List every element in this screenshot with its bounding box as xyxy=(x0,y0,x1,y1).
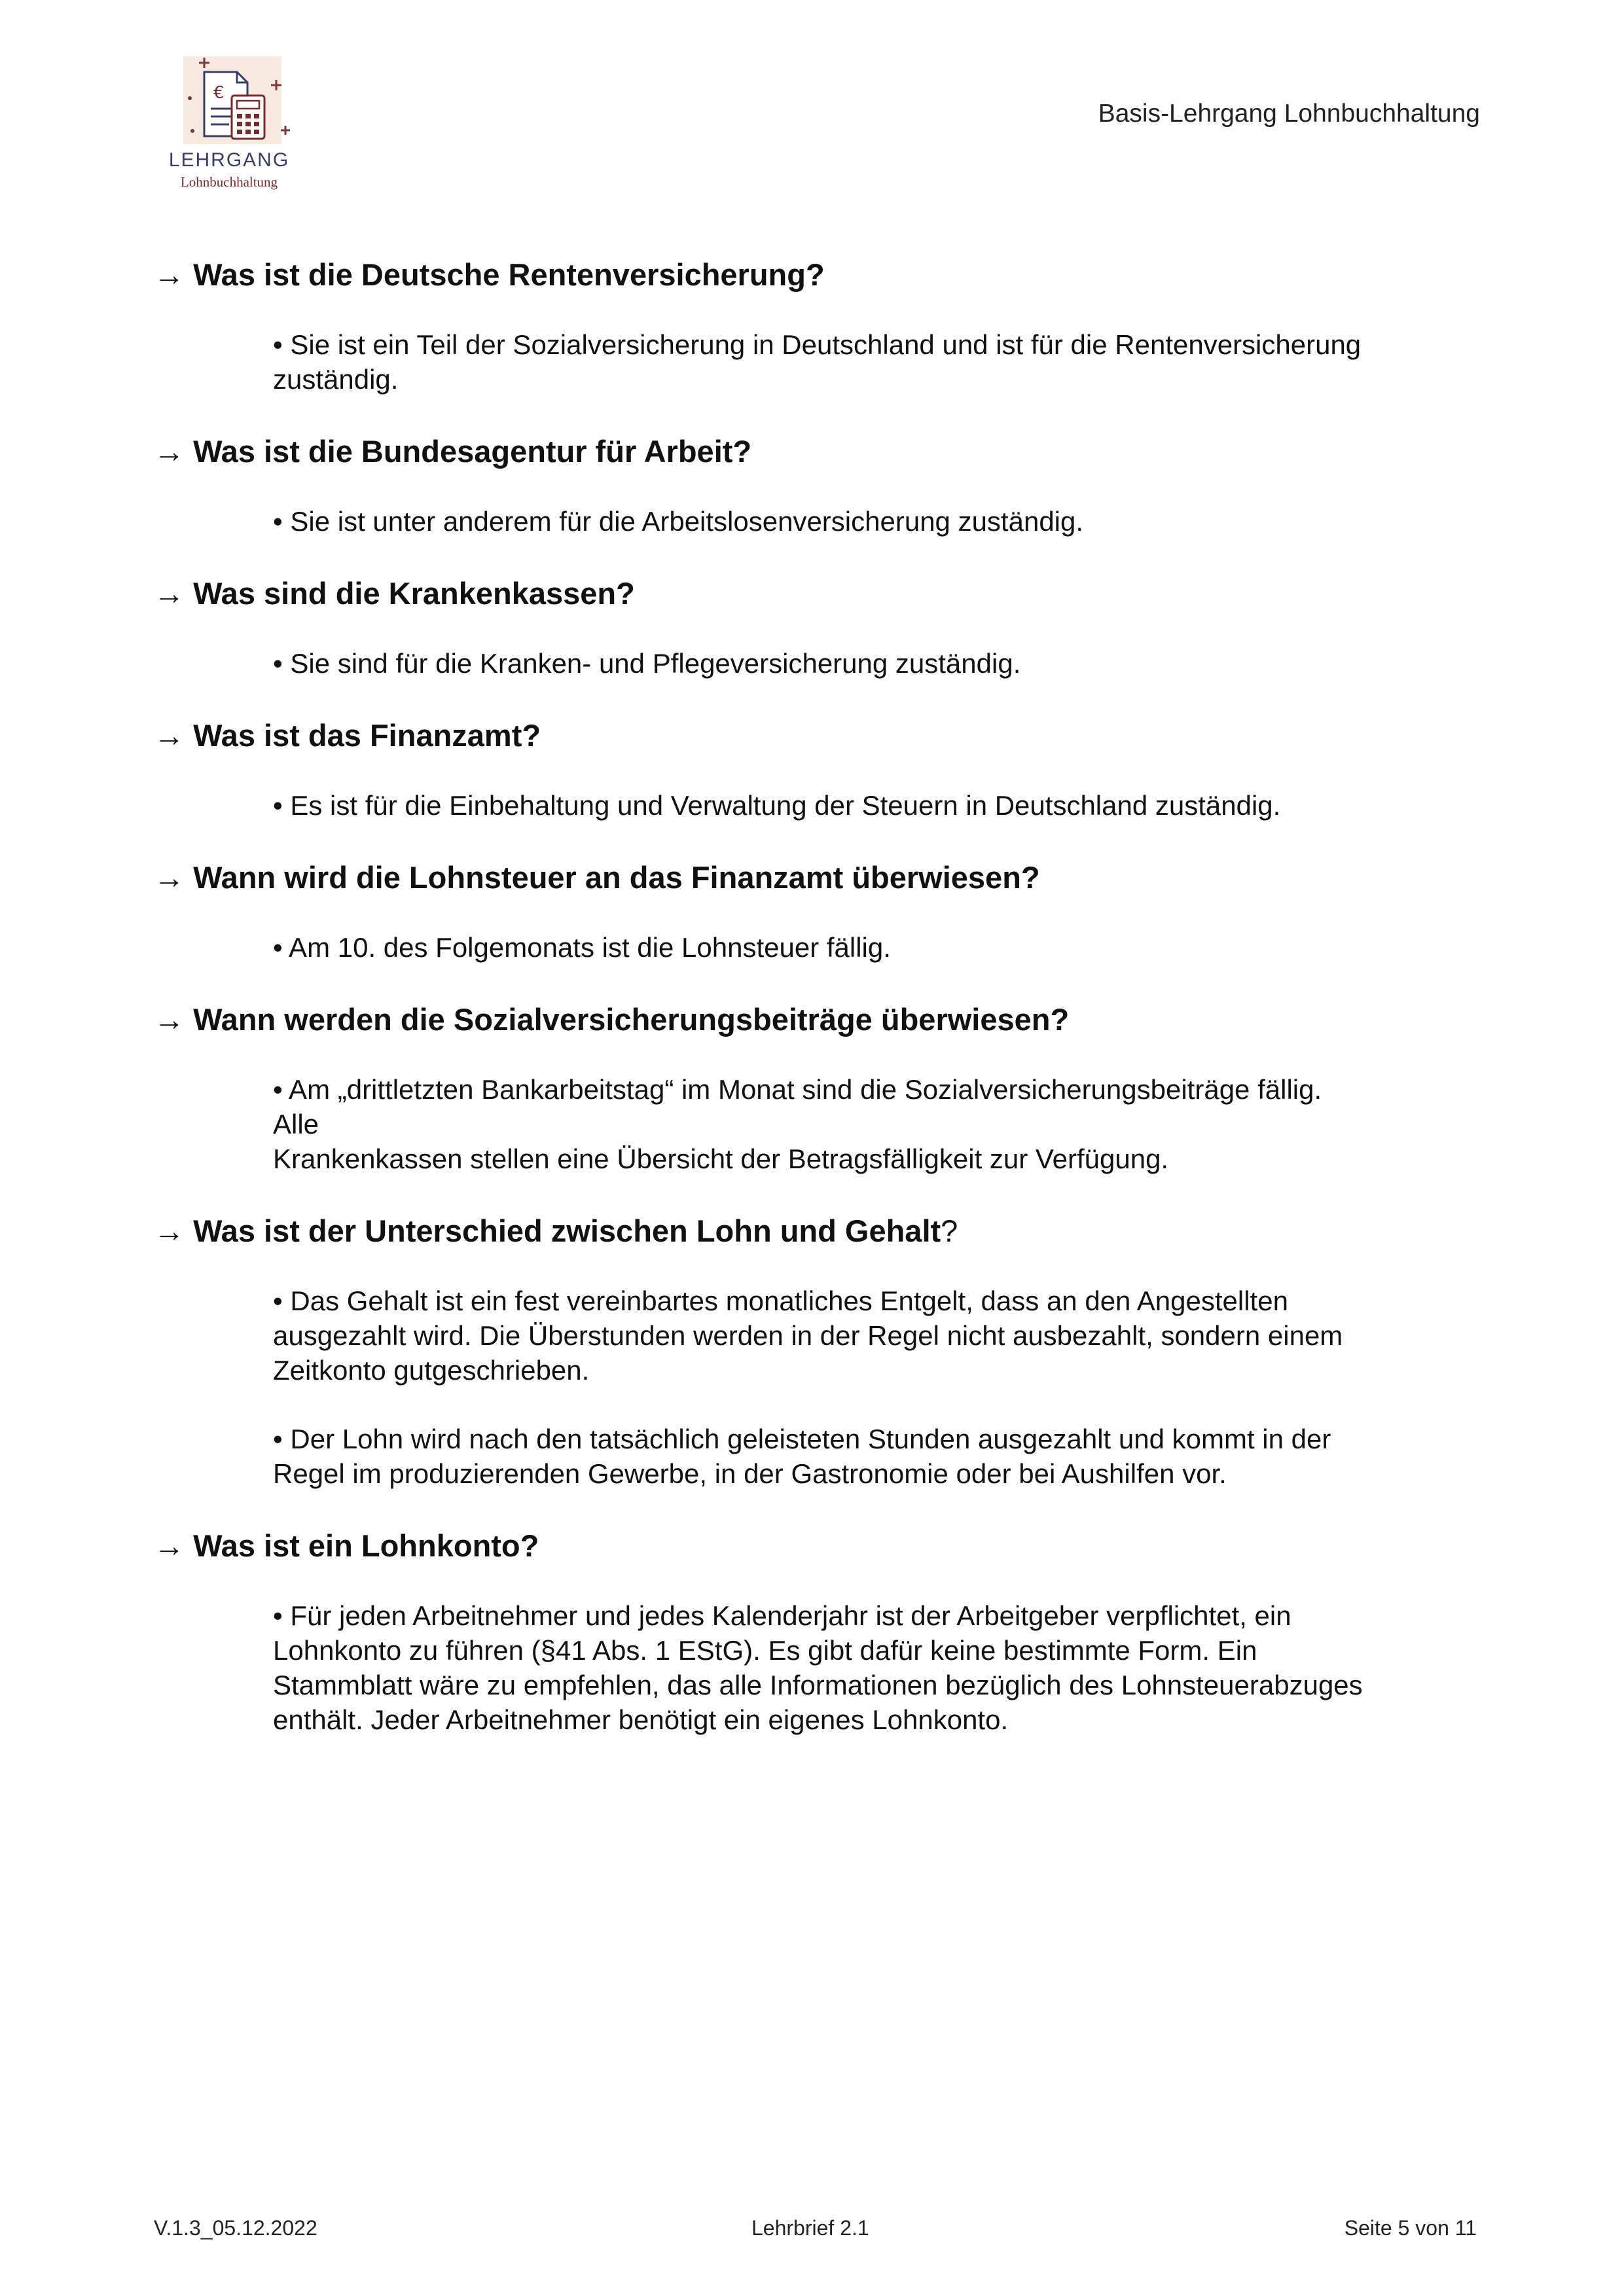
qa-item xyxy=(154,1526,1483,1737)
logo xyxy=(164,52,304,203)
arrow-icon: → xyxy=(154,257,185,292)
qa-item xyxy=(154,574,1483,681)
arrow-icon: → xyxy=(154,718,185,753)
question-text: Was sind die Krankenkassen? xyxy=(193,576,635,611)
question-text: Wann werden die Sozialversicherungsbeiträge überwiesen? xyxy=(193,1002,1070,1037)
footer-document: Lehrbrief 2.1 xyxy=(751,2216,869,2240)
answer-text: • Sie ist unter anderem für die Arbeitslosenversicherung zuständig. xyxy=(273,506,1084,537)
arrow-icon: → xyxy=(154,1528,185,1563)
answer-text: • Am „drittletzten Bankarbeitstag“ im Monat sind die Sozialversicherungsbeiträge fällig. Alle Krankenkassen stellen eine Übersicht der Betragsfälligkeit zur Verfügung. xyxy=(273,1074,1322,1174)
answer-text: • Für jeden Arbeitnehmer und jedes Kalenderjahr ist der Arbeitgeber verpflichtet, ein Lohnkonto zu führen (§41 Abs. 1 EStG). Es gibt dafür keine bestimmte Form. Ein Stammblatt wäre zu empfehlen, das alle Informationen bezüglich des Lohnsteuerabzuges enthält. Jeder Arbeitnehmer benötigt ein eigenes Lohnkonto. xyxy=(273,1600,1363,1735)
header-title: Basis-Lehrgang Lohnbuchhaltung xyxy=(1098,99,1480,128)
answer-text: • Sie ist ein Teil der Sozialversicherung in Deutschland und ist für die Rentenversicherung zuständig. xyxy=(273,329,1362,395)
arrow-icon: → xyxy=(154,860,185,895)
answer-text: • Am 10. des Folgemonats ist die Lohnsteuer fällig. xyxy=(273,932,891,963)
question-text: Was ist das Finanzamt? xyxy=(193,718,541,753)
qa-item xyxy=(154,1000,1483,1176)
answer-text: • Sie sind für die Kranken- und Pflegeversicherung zuständig. xyxy=(273,648,1021,679)
question-heading xyxy=(154,1000,1483,1039)
question-text: Was ist die Deutsche Rentenversicherung? xyxy=(193,257,825,292)
footer-page-number: Seite 5 von 11 xyxy=(1344,2216,1477,2240)
arrow-icon: → xyxy=(154,1002,185,1037)
question-heading xyxy=(154,1211,1483,1251)
qa-item xyxy=(154,432,1483,539)
answer-text: • Der Lohn wird nach den tatsächlich geleisteten Stunden ausgezahlt und kommt in der Regel im produzierenden Gewerbe, in der Gastronomie oder bei Aushilfen vor. xyxy=(273,1424,1331,1489)
logo-subtitle: Lohnbuchhaltung xyxy=(180,174,278,190)
question-text: Wann wird die Lohnsteuer an das Finanzamt überwiesen? xyxy=(193,860,1040,895)
question-heading xyxy=(154,432,1483,471)
arrow-icon: → xyxy=(154,434,185,469)
question-text: Was ist die Bundesagentur für Arbeit? xyxy=(193,434,752,469)
question-heading xyxy=(154,858,1483,897)
footer-version: V.1.3_05.12.2022 xyxy=(154,2216,317,2240)
qa-item xyxy=(154,255,1483,397)
arrow-icon: → xyxy=(154,1213,185,1248)
question-heading xyxy=(154,574,1483,613)
answer-text: • Das Gehalt ist ein fest vereinbartes monatliches Entgelt, dass an den Angestellten ausgezahlt wird. Die Überstunden werden in der Regel nicht ausbezahlt, sondern einem Zeitkonto gutgeschrieben. xyxy=(273,1285,1343,1386)
question-heading xyxy=(154,1526,1483,1566)
question-heading xyxy=(154,716,1483,755)
question-text: Was ist ein Lohnkonto? xyxy=(193,1528,539,1563)
qa-item xyxy=(154,858,1483,965)
qa-list xyxy=(154,255,1483,1772)
question-text: Was ist der Unterschied zwischen Lohn und Gehalt xyxy=(193,1213,941,1248)
logo-wordmark: LEHRGANG xyxy=(168,149,290,171)
answer-text: • Es ist für die Einbehaltung und Verwaltung der Steuern in Deutschland zuständig. xyxy=(273,790,1281,821)
question-heading xyxy=(154,255,1483,295)
svg-text:€: € xyxy=(213,83,225,103)
document-euro-calculator-icon xyxy=(164,52,295,151)
arrow-icon: → xyxy=(154,576,185,611)
qa-item xyxy=(154,1211,1483,1491)
question-tail: ? xyxy=(941,1213,958,1248)
qa-item xyxy=(154,716,1483,823)
